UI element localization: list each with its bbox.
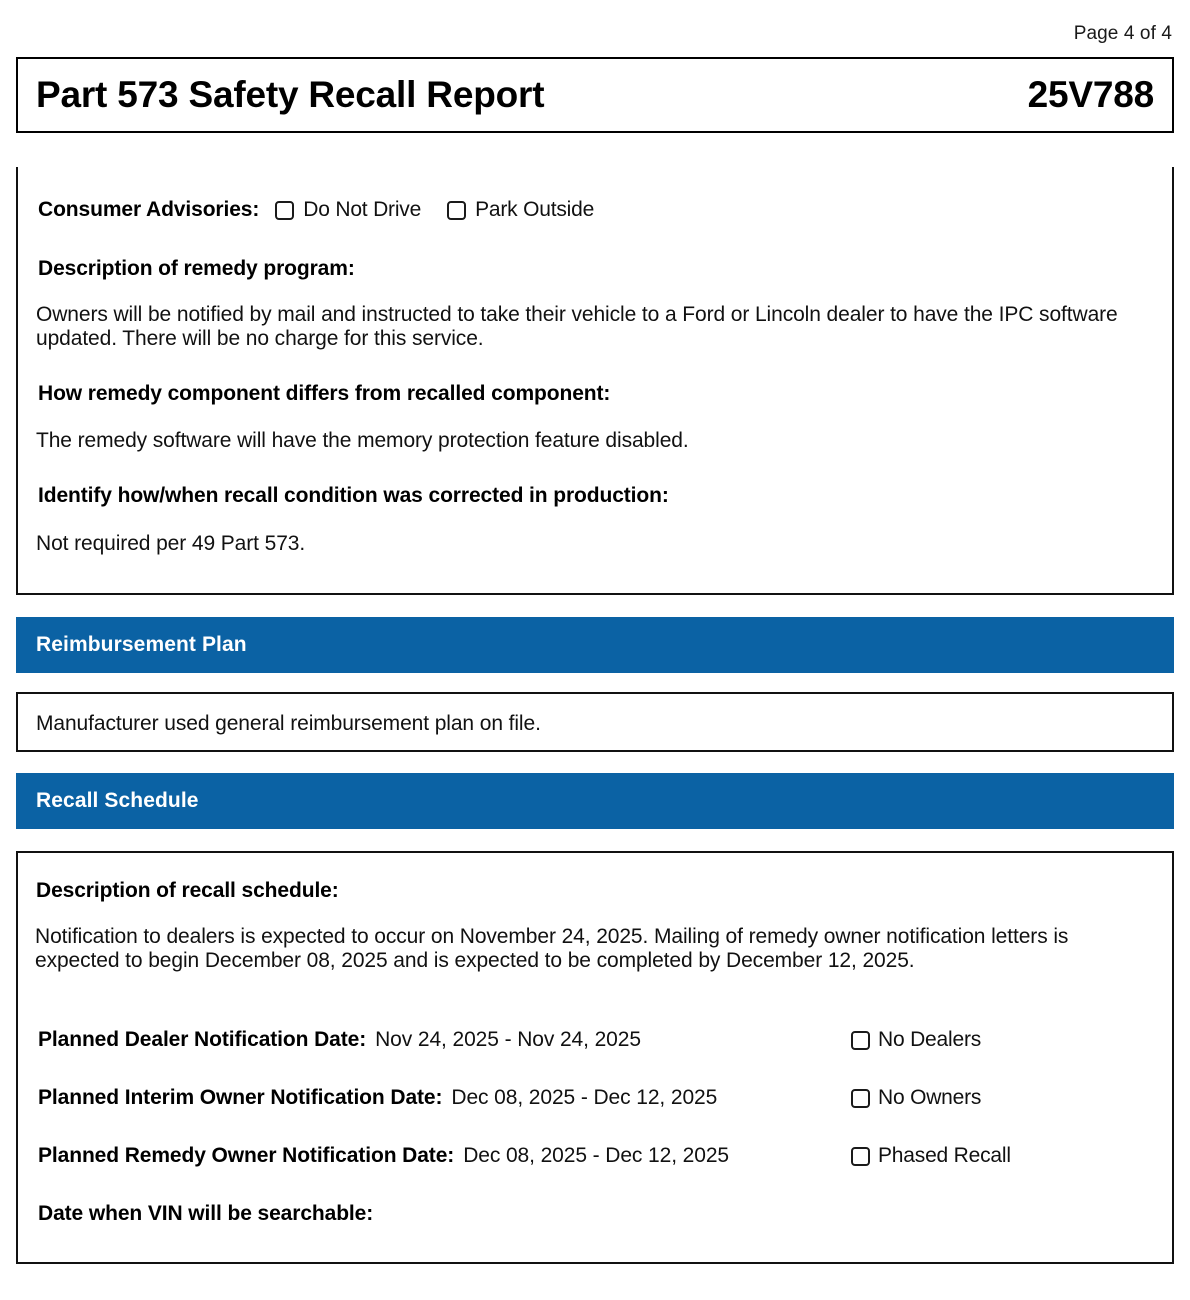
- remedy-program-label: Description of remedy program:: [38, 257, 355, 280]
- consumer-advisories-label: Consumer Advisories:: [38, 198, 260, 221]
- checkbox-phased-recall-label: Phased Recall: [878, 1144, 1011, 1167]
- recall-number: 25V788: [1027, 74, 1154, 115]
- production-corrected-text: Not required per 49 Part 573.: [36, 532, 306, 555]
- page-title: Part 573 Safety Recall Report: [36, 74, 545, 115]
- section-header-reimbursement-plan: [16, 617, 1174, 673]
- checkbox-no-owners-icon[interactable]: [851, 1089, 870, 1108]
- row-planned-remedy-owner-notification-date: [38, 1143, 1011, 1169]
- planned-remedy-owner-notification-date-label: Planned Remedy Owner Notification Date:: [38, 1144, 455, 1167]
- reimbursement-plan-panel: [16, 692, 1174, 752]
- page-number: Page 4 of 4: [1073, 23, 1172, 44]
- row-vin-searchable-date: [38, 1201, 382, 1227]
- planned-interim-owner-notification-date-label: Planned Interim Owner Notification Date:: [38, 1086, 443, 1109]
- advisory-park-outside[interactable]: [447, 198, 594, 222]
- planned-dealer-notification-date-value: Nov 24, 2025 - Nov 24, 2025: [375, 1028, 641, 1051]
- reimbursement-plan-text: Manufacturer used general reimbursement plan on file.: [36, 712, 541, 735]
- production-corrected-label: Identify how/when recall condition was corrected in production:: [38, 484, 669, 507]
- checkbox-phased-recall[interactable]: [851, 1144, 1011, 1168]
- section-header-recall-schedule: [16, 773, 1174, 829]
- recall-schedule-description-text: Notification to dealers is expected to occur on November 24, 2025. Mailing of remedy owner notification letters is expected to begin December 08, 2025 and is expected to be completed by December 12, 2025.: [35, 925, 1069, 972]
- checkbox-no-dealers[interactable]: [851, 1028, 981, 1052]
- consumer-advisories-row: [38, 197, 620, 223]
- row-planned-interim-owner-notification-date: [38, 1085, 982, 1111]
- advisory-park-outside-label: Park Outside: [475, 198, 595, 221]
- checkbox-park-outside-icon[interactable]: [447, 201, 466, 220]
- checkbox-do-not-drive-icon[interactable]: [275, 201, 294, 220]
- section-title-reimbursement-plan: Reimbursement Plan: [36, 633, 247, 656]
- planned-dealer-notification-date-label: Planned Dealer Notification Date:: [38, 1028, 367, 1051]
- planned-remedy-owner-notification-date-value: Dec 08, 2025 - Dec 12, 2025: [463, 1144, 729, 1167]
- section-title-recall-schedule: Recall Schedule: [36, 789, 199, 812]
- remedy-program-text: Owners will be notified by mail and instructed to take their vehicle to a Ford or Lincoln dealer to have the IPC software updated. There will be no charge for this service.: [36, 303, 1118, 350]
- advisory-do-not-drive[interactable]: [275, 198, 421, 222]
- remedy-differs-text: The remedy software will have the memory protection feature disabled.: [36, 429, 689, 452]
- remedy-panel: [16, 167, 1174, 595]
- advisory-do-not-drive-label: Do Not Drive: [303, 198, 422, 221]
- planned-interim-owner-notification-date-value: Dec 08, 2025 - Dec 12, 2025: [451, 1086, 718, 1109]
- checkbox-no-owners[interactable]: [851, 1086, 981, 1110]
- vin-searchable-date-label: Date when VIN will be searchable:: [38, 1202, 374, 1225]
- checkbox-no-owners-label: No Owners: [878, 1086, 982, 1109]
- row-planned-dealer-notification-date: [38, 1027, 982, 1053]
- remedy-differs-label: How remedy component differs from recalled component:: [38, 382, 611, 405]
- checkbox-no-dealers-label: No Dealers: [878, 1028, 982, 1051]
- recall-schedule-description-label: Description of recall schedule:: [36, 879, 339, 902]
- recall-schedule-panel: [16, 851, 1174, 1264]
- checkbox-no-dealers-icon[interactable]: [851, 1031, 870, 1050]
- report-title-bar: [16, 57, 1174, 133]
- checkbox-phased-recall-icon[interactable]: [851, 1147, 870, 1166]
